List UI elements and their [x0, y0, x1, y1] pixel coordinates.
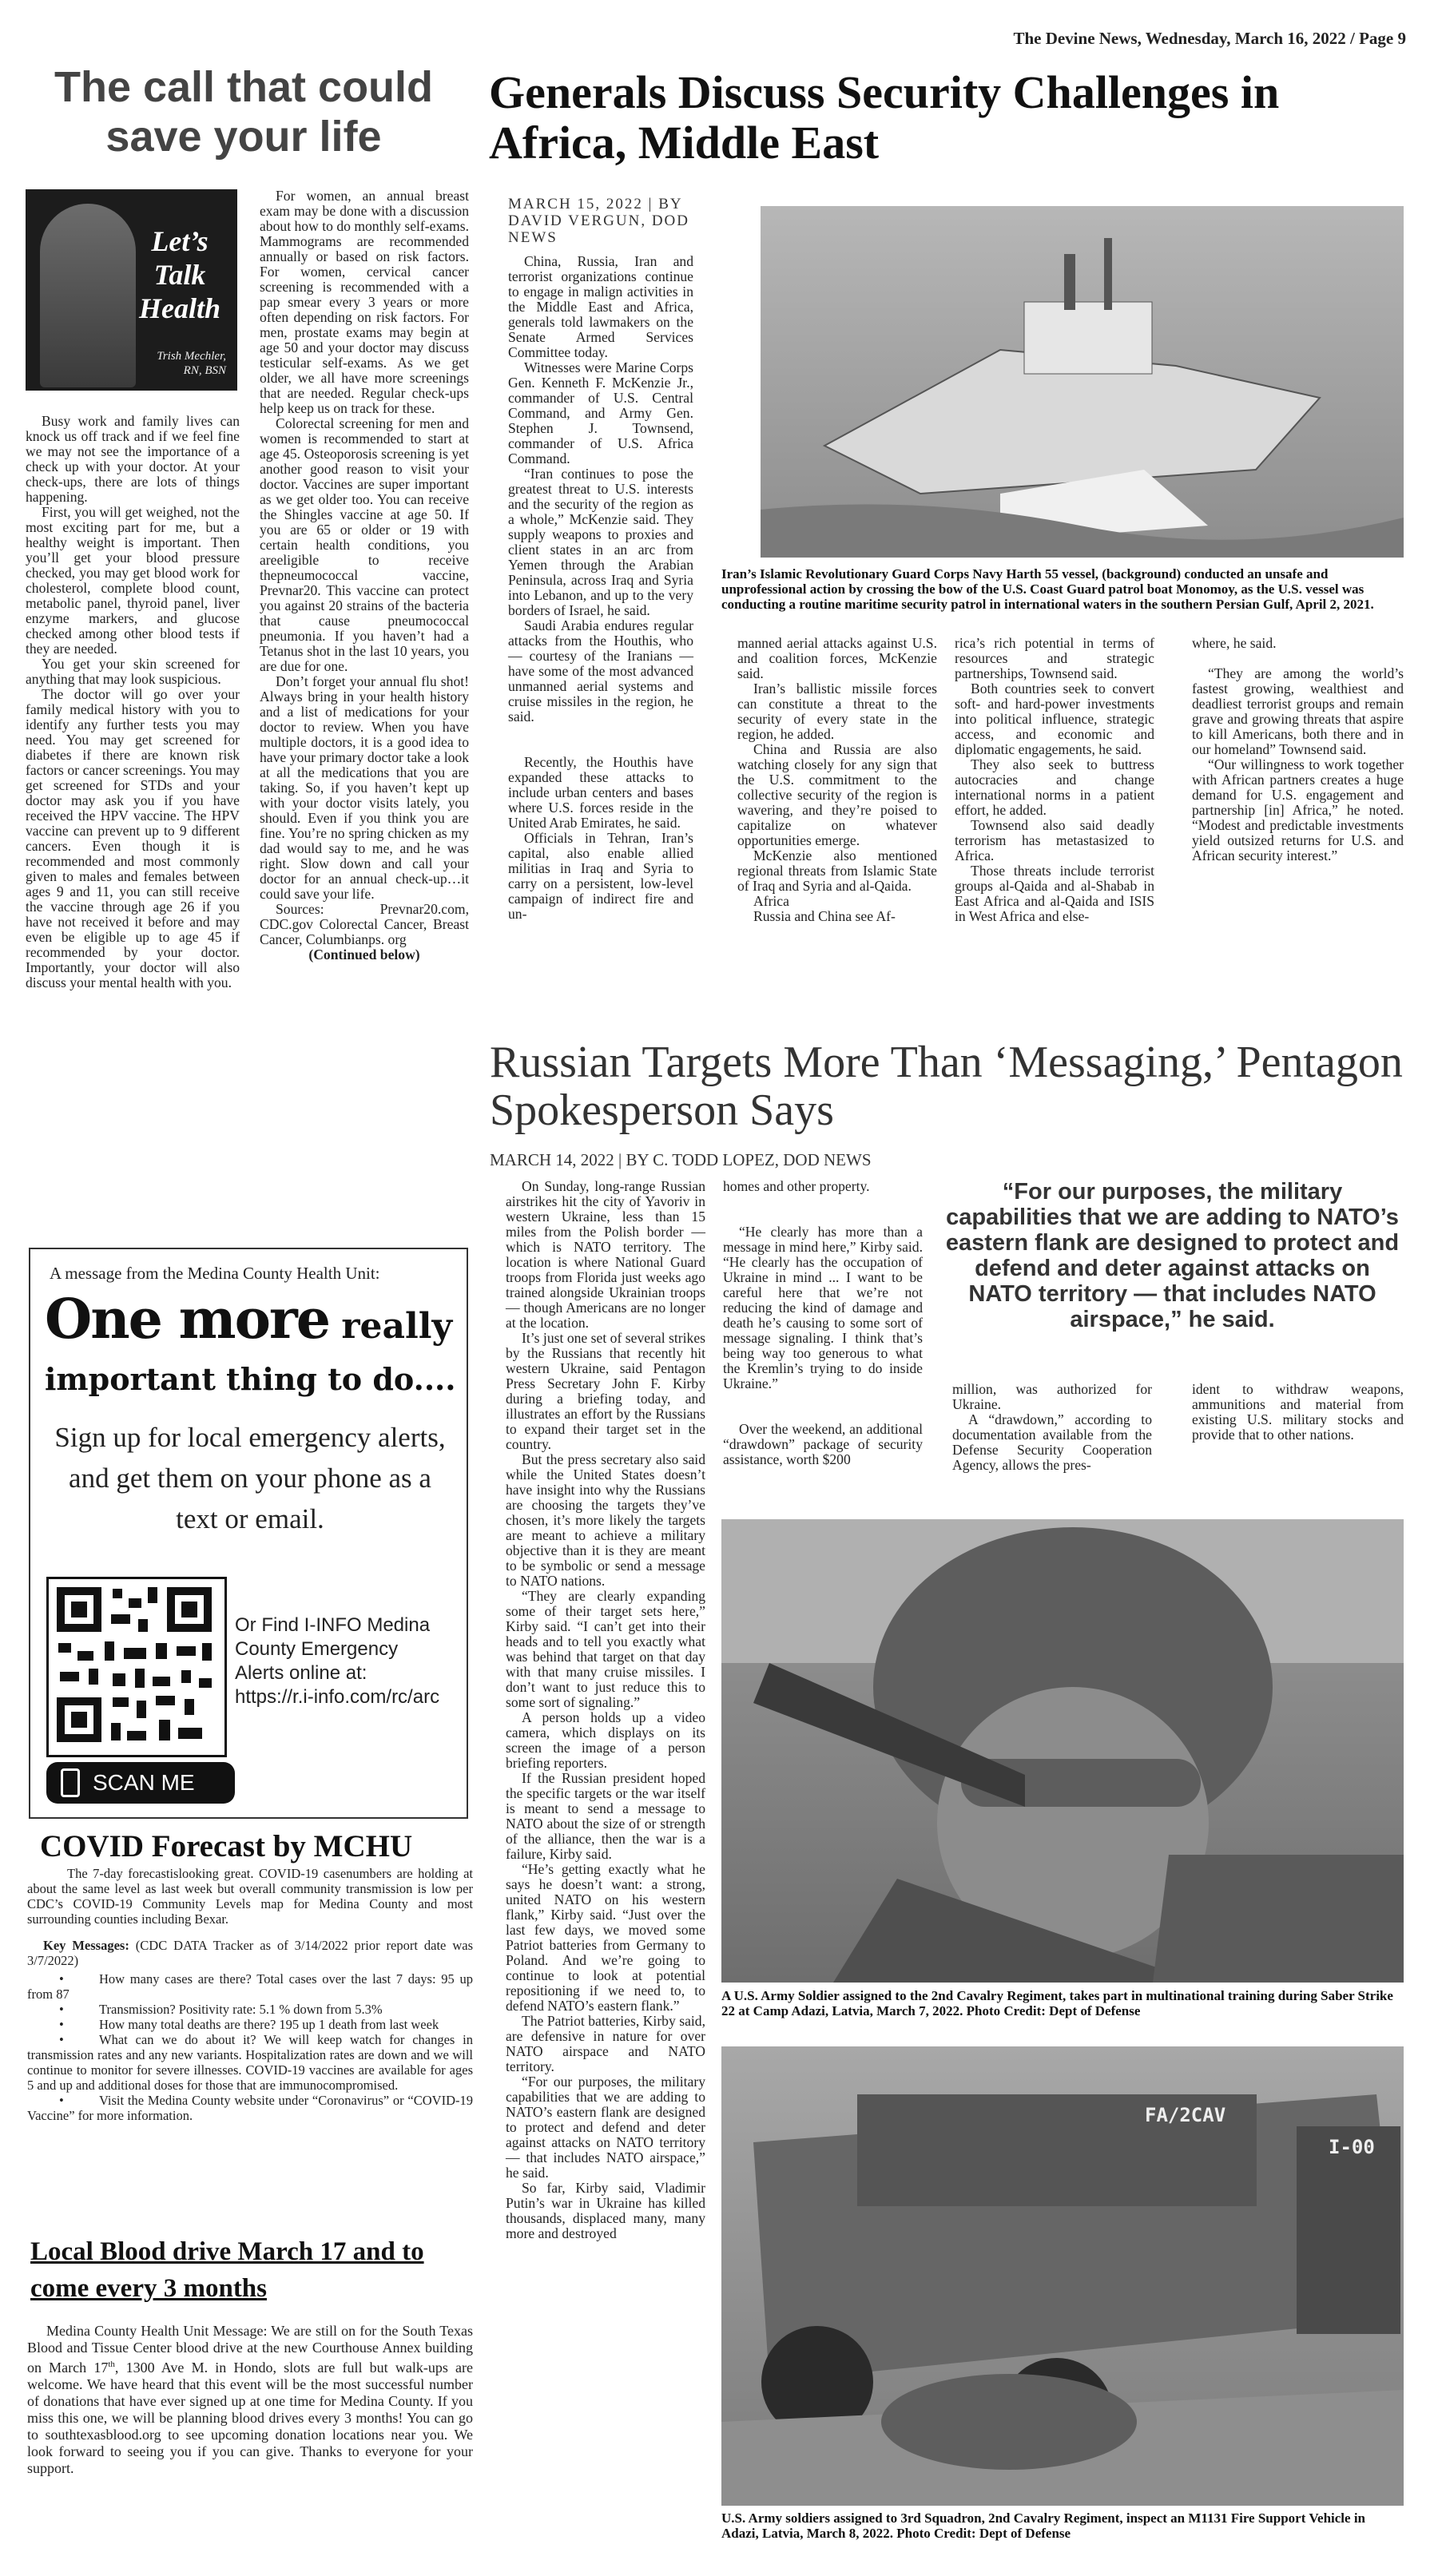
blood-text-b: , 1300 Ave M. in Hondo, slots are full but walk-ups are welcome. We have heard that this event will be the most successful number of donations that have ever signed up at one time for Medina County. If you miss this one, we will be planning blood drives every 3 months! You can go to southtexasblood.org to see upcoming donation locations near you. We look forward to seeing you if you can give. Thanks to everyone for your support. [27, 2360, 473, 2476]
paragraph: manned aerial attacks against U.S. and coalition forces, McKenzie said. [737, 635, 937, 681]
badge-line: Health [138, 292, 220, 324]
paragraph: Those threats include terrorist groups al-Qaida and al-Shabab in East Africa and al-Qaida and ISIS in West Africa and else- [955, 863, 1154, 924]
paragraph: A “drawdown,” according to documentation available from the Defense Security Cooperation Agency, allows the pres- [952, 1411, 1152, 1473]
generals-dateline: MARCH 15, 2022 | BY DAVID VERGUN, DOD NEWS [508, 196, 689, 246]
blood-drive-title: Local Blood drive March 17 and to come every 3 months [30, 2237, 424, 2303]
covid-bullet: • Visit the Medina County website under “Coronavirus” or “COVID-19 Vaccine” for more information. [27, 2093, 473, 2123]
paragraph: “Our willingness to work together with African partners creates a huge demand for U.S. engagement and partnership [in] Africa,” he noted. “Modest and predictable investments yield outsized returns for U.S. and African security interest.” [1192, 756, 1404, 863]
russia-col-1 [506, 1179, 705, 2241]
page-folio: The Devine News, Wednesday, March 16, 2022 / Page 9 [1013, 29, 1406, 48]
blood-text-a: Medina County Health Unit Message: We are still on for the South Texas Blood and Tissue Center blood drive at the new Courthouse Annex building on March 17 [27, 2323, 473, 2376]
paragraph: Over the weekend, an additional “drawdown” package of security assistance, worth $200 [723, 1421, 923, 1467]
generals-col-2 [737, 636, 937, 924]
paragraph: McKenzie also mentioned regional threats from Islamic State of Iraq and Syria and al-Qaida. [737, 847, 937, 894]
soldier-photo [721, 1519, 1404, 1983]
covid-bullet: • What can we do about it? We will keep watch for changes in transmission rates and any new variants. Hospitalization rates are down and we will continue to monitor for severe illnesses. COVID-19 vaccines are available for ages 5 and up and additional doses for those that are immunocompromised. [27, 2032, 473, 2093]
generals-col-4 [1192, 636, 1404, 863]
vehicle-marking: I-00 [1329, 2136, 1375, 2158]
paragraph: China and Russia are also watching closely for any sign that the U.S. commitment to the collective security of the region is wavering, and they’re poised to capitalize on whatever opportunities emerge. [737, 741, 937, 848]
blood-text-sup: th [108, 2360, 115, 2369]
blood-drive-text [27, 2323, 473, 2477]
badge-line: Talk [153, 259, 206, 291]
blood-drive-body [27, 2323, 473, 2477]
health-badge [26, 189, 237, 391]
bullet-text: Transmission? Positivity rate: 5.1 % down from 5.3% [99, 2002, 383, 2017]
paragraph: “They are clearly expanding some of their target sets here,” Kirby said. “I can’t get into their heads and to tell you exactly what was behind that target on that day with that many cruise missiles. I don’t want to just reduce this to some sort of signaling.” [506, 1588, 705, 1710]
author-name: Trish Mechler, [157, 350, 226, 363]
author-photo [40, 204, 136, 387]
paragraph: First, you will get weighed, not the most exciting part for me, but a healthy weight is important. Then you’ll get your blood pressure checked, you may get blood work for cholesterol, complete blood count, metabolic panel, thyroid panel, liver enzyme markers, and glucose checked among other blood tests if they are needed. [26, 504, 240, 657]
ship-photo-caption: Iran’s Islamic Revolutionary Guard Corps Navy Harth 55 vessel, (background) conducted an unsafe and unprofessional action by crossing the bow of the U.S. Coast Guard patrol boat Monomoy, as the U.S. vessel was conducting a routine maritime security patrol in international waters in the southern Persian Gulf, April 2, 2021. [721, 566, 1374, 612]
generals-col-3 [955, 636, 1154, 924]
paragraph: China, Russia, Iran and terrorist organizations continue to engage in malign activities in the Middle East and Africa, generals told lawmakers on the Senate Armed Services Committee today. [508, 253, 693, 360]
paragraph: “They are among the world’s fastest growing, wealthiest and deadliest terrorist groups and remain grave and growing threats that aspire to kill Americans, both there and in our homeland” Townsend said. [1192, 665, 1404, 757]
health-col-2 [260, 189, 469, 963]
paragraph: They also seek to buttress autocracies and change international norms in a patient effort, he added. [955, 756, 1154, 818]
covid-key-messages [27, 1938, 473, 1968]
continued-note: (Continued below) [308, 947, 420, 963]
health-col-1 [26, 414, 240, 990]
bullet-text: How many cases are there? Total cases over the last 7 days: 95 up from 87 [27, 1971, 473, 2002]
key-label: Key Messages: [43, 1938, 129, 1953]
section-subhead: Africa [753, 893, 789, 909]
qr-code[interactable] [46, 1577, 227, 1757]
ship-photo [761, 206, 1404, 558]
ad-online-text: Or Find I-INFO Medina County Emergency Alerts online at: https://r.i-info.com/rc/arc [235, 1614, 440, 1708]
paragraph: For women, an annual breast exam may be done with a discussion about how to do monthly self-exams. Mammograms are recommended annually or based on risk factors. For women, cervical cancer screening is recommended with a pap smear every 3 years or more often depending on risk factors. For men, prostate exams may begin at age 50 and your doctor may discuss testicular self-exams. As we get older, we all have more screenings that are needed. Regular check-ups help keep us on track for these. [260, 188, 469, 416]
paragraph: million, was authorized for Ukraine. [952, 1381, 1152, 1412]
paragraph: Sources: Prevnar20.com, CDC.gov Colorectal Cancer, Breast Cancer, Columbianps. org [260, 901, 469, 947]
badge-heading [132, 224, 228, 325]
russia-dateline: MARCH 14, 2022 | BY C. TODD LOPEZ, DOD NEWS [490, 1150, 872, 1169]
covid-intro: The 7-day forecastislooking great. COVID-19 casenumbers are holding at about the same level as last week but overall community transmission is low per CDC’s COVID-19 Community Levels map for Medina County and most surrounding counties including Bexar. [27, 1866, 473, 1927]
paragraph: Iran’s ballistic missile forces can constitute a threat to the security of every state in the region, he added. [737, 681, 937, 742]
paragraph: So far, Kirby said, Vladimir Putin’s war in Ukraine has killed thousands, displaced many, many more and destroyed [506, 2180, 705, 2241]
scan-me-label: SCAN ME [93, 1770, 195, 1795]
paragraph: But the press secretary also said while the United States doesn’t have insight into why the Russians are choosing the targets they’ve chosen, it’s more likely the targets are meant to achieve a military objective than it is they are meant to be symbolic or send a message to NATO nations. [506, 1451, 705, 1589]
phone-icon [61, 1768, 80, 1797]
health-title: The call that could save your life [54, 63, 434, 161]
vehicle-marking: FA/2CAV [1145, 2104, 1226, 2126]
paragraph: Colorectal screening for men and women is recommended to start at age 45. Osteoporosis screening is yet another good reason to visit your doctor. Vaccines are super important as we get older too. You can receive the Shingles vaccine at age 50. If you are 65 or older or 19 with certain health conditions, you areeligible to receive thepneumococcal vaccine, Prevnar20. This vaccine can protect you against 20 strains of the bacteria that cause pneumococcal pneumonia. If you haven’t had a Tetanus shot in the last 10 years, you are due for one. [260, 415, 469, 674]
russia-col-2 [723, 1179, 923, 1467]
paragraph: Recently, the Houthis have expanded these attacks to include urban centers and bases where U.S. forces reside in the United Arab Emirates, he said. [508, 754, 693, 831]
covid-title: COVID Forecast by MCHU [40, 1829, 413, 1864]
bullet-text: Visit the Medina County website under “Coronavirus” or “COVID-19 Vaccine” for more information. [27, 2093, 473, 2123]
ad-header: A message from the Medina County Health Unit: [50, 1264, 380, 1283]
paragraph: “Iran continues to pose the greatest threat to U.S. interests and the security of the region as a whole,” McKenzie said. They supply weapons to proxies and client states in an arc from Yemen through the Arabian Peninsula, across Iraq and Syria into Lebanon, and up to the very borders of Israel, he said. [508, 466, 693, 618]
paragraph: Officials in Tehran, Iran’s capital, also enable allied militias in Iraq and Syria to carry on a persistent, low-level campaign of indirect fire and un- [508, 830, 693, 922]
paragraph: Witnesses were Marine Corps Gen. Kenneth F. McKenzie Jr., commander of U.S. Central Command, and Army Gen. Stephen J. Townsend, commander of U.S. Africa Command. [508, 359, 693, 466]
paragraph: Don’t forget your annual flu shot! Always bring in your health history and a list of medications for your doctor to review. When you have multiple doctors, it is a good idea to have your primary doctor take a look at all the medications that you are taking. So, if you haven’t kept up with your doctor visits lately, you should. Even if you think you are fine. You’re no spring chicken as my dad would say to me, and he was right. Slow down and call your doctor for an annual check-up…it could save your life. [260, 673, 469, 902]
paragraph: “For our purposes, the military capabilities that we are adding to NATO’s eastern flank are designed to protect and defend and deter against attacks on NATO territory — that includes NATO airspace,” he said. [506, 2074, 705, 2181]
generals-col-1 [508, 254, 693, 922]
covid-bullet: • How many cases are there? Total cases over the last 7 days: 95 up from 87 [27, 1971, 473, 2002]
russia-col-3 [952, 1382, 1152, 1473]
bullet-text: How many total deaths are there? 195 up 1 death from last week [99, 2017, 439, 2032]
ad-headline-big: One more [45, 1288, 330, 1352]
paragraph: “He clearly has more than a message in mind here,” Kirby said. “He clearly has the occupation of Ukraine in mind ... I want to be careful here that we’re not reducing the kind of damage and death he’s causing to some sort of message signaling. I think that’s being way too generous to what the Kremlin’s trying to do inside Ukraine.” [723, 1224, 923, 1391]
paragraph: Townsend also said deadly terrorism has metastasized to Africa. [955, 817, 1154, 863]
paragraph: where, he said. [1192, 635, 1277, 651]
paragraph: On Sunday, long-range Russian airstrikes hit the city of Yavoriv in western Ukraine, less than 15 miles from the Polish border — which is NATO territory. The location is where National Guard troops from Florida just weeks ago trained alongside Ukrainian troops — though Americans are no longer at the location. [506, 1178, 705, 1331]
paragraph: homes and other property. [723, 1178, 870, 1194]
russia-headline: Russian Targets More Than ‘Messaging,’ Pentagon Spokesperson Says [490, 1038, 1403, 1135]
ad-headline-small: really [329, 1306, 453, 1347]
key-text: (CDC DATA Tracker as of 3/14/2022 prior report date was 3/7/2022) [27, 1938, 473, 1968]
paragraph: Russia and China see Af- [753, 908, 896, 924]
vehicle-photo-caption: U.S. Army soldiers assigned to 3rd Squadron, 2nd Cavalry Regiment, inspect an M1131 Fire Support Vehicle in Adazi, Latvia, March 8, 2022. Photo Credit: Dept of Defense [721, 2511, 1366, 2541]
author-credentials: RN, BSN [183, 364, 226, 377]
badge-line: Let’s [151, 225, 209, 257]
bullet-text: What can we do about it? We will keep watch for changes in transmission rates and any new variants. Hospitalization rates are down and we will continue to monitor for severe illnesses. COVID-19 vaccines are available for ages 5 and up and additional doses for those that are immunocompromised. [27, 2032, 473, 2093]
generals-headline: Generals Discuss Security Challenges in Africa, Middle East [489, 66, 1280, 169]
vehicle-photo [721, 2046, 1404, 2506]
paragraph: The doctor will go over your family medical history with you to identify any further tests you may need. You may get screened for diabetes if there are known risk factors or cancer screenings. You may get screened for STDs and your doctor may ask you if you have received the HPV vaccine. The HPV vaccine can prevent up to 9 different cancers. Even though it is recommended and most commonly given to males and females between ages 9 and 11, you can still receive the vaccine through age 26 if you have not received it before and may even be eligible up to age 45 if recommended by your doctor. Importantly, your doctor will also discuss your mental health with you. [26, 686, 240, 990]
paragraph: It’s just one set of several strikes by the Russians that recently hit western Ukraine, said Pentagon Press Secretary John F. Kirby during a briefing today, and illustrates an effort by the Russians to expand their target set in the country. [506, 1330, 705, 1452]
russia-col-4 [1192, 1382, 1404, 1443]
paragraph: A person holds up a video camera, which displays on its screen the image of a person briefing reporters. [506, 1709, 705, 1771]
soldier-photo-caption: A U.S. Army Soldier assigned to the 2nd Cavalry Regiment, takes part in multinational training during Saber Strike 22 at Camp Adazi, Latvia, March 7, 2022. Photo Credit: Dept of Defense [721, 1988, 1393, 2018]
emergency-alert-ad [29, 1248, 468, 1819]
ad-subheadline: important thing to do.... [45, 1361, 456, 1397]
paragraph: Both countries seek to convert soft- and hard-power investments into political influence, strategic access, and economic and diplomatic engagements, he said. [955, 681, 1154, 757]
paragraph: You get your skin screened for anything that may look suspicious. [26, 656, 240, 687]
pull-quote: “For our purposes, the military capabilities that we are adding to NATO’s eastern flank are designed to protect and defend and deter against attacks on NATO territory — that includes NATO airspace,” he said. [945, 1179, 1400, 1332]
scan-me-button[interactable] [46, 1762, 235, 1804]
paragraph: Busy work and family lives can knock us off track and if we feel fine we may not see the importance of a check up with your doctor. At your check-ups, there are lots of things happening. [26, 413, 240, 505]
paragraph: ident to withdraw weapons, ammunitions and material from existing U.S. military stocks and provide that to other nations. [1192, 1381, 1404, 1443]
paragraph: “He’s getting exactly what he says he doesn’t want: a strong, united NATO on his western flank,” Kirby said. “Just over the last few days, we moved some Patriot batteries from Germany to Poland. And we’re going to continue to look at potential repositioning if we need to, to defend NATO’s eastern flank.” [506, 1861, 705, 2014]
paragraph: Saudi Arabia endures regular attacks from the Houthis, who — courtesy of the Iranians — have some of the most advanced unmanned aerial systems and cruise missiles in the region, he said. [508, 617, 693, 724]
paragraph: rica’s rich potential in terms of resources and strategic partnerships, Townsend said. [955, 635, 1154, 681]
covid-body [27, 1866, 473, 2123]
covid-bullet: • How many total deaths are there? 195 up 1 death from last week [59, 2017, 439, 2032]
paragraph: The Patriot batteries, Kirby said, are defensive in nature for over NATO airspace and NATO territory. [506, 2013, 705, 2074]
paragraph: If the Russian president hoped the specific targets or the war itself is meant to send a message to NATO about the size of or strength of the alliance, then the war is a failure, Kirby said. [506, 1770, 705, 1862]
covid-bullet: • Transmission? Positivity rate: 5.1 % down from 5.3% [59, 2002, 383, 2017]
ad-signup-text: Sign up for local emergency alerts, and get them on your phone as a text or email. [54, 1422, 446, 1534]
